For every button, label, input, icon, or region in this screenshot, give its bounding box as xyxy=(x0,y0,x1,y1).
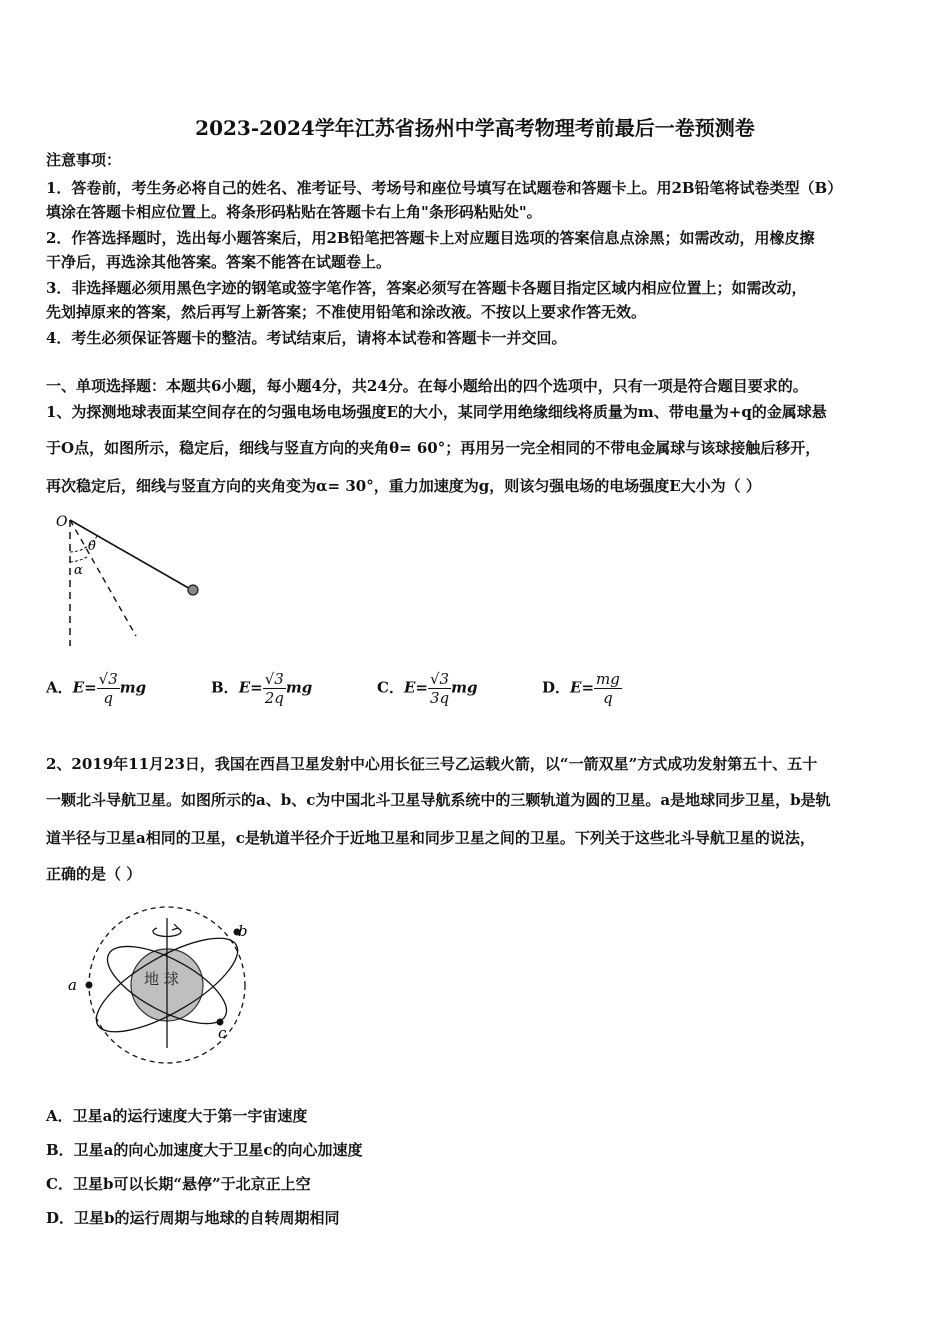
pendulum-figure xyxy=(50,512,220,648)
satellite-a-label: a xyxy=(68,976,77,994)
q1-stem-line: 1、为探测地球表面某空间存在的匀强电场电场强度E的大小，某同学用绝缘细线将质量为m、带电量为+q的金属球悬 xyxy=(46,403,827,421)
notice-line: 2．作答选择题时，选出每小题答案后，用2B铅笔把答题卡上对应题目选项的答案信息点涂黑；如需改动，用橡皮擦 xyxy=(46,229,815,247)
notice-line: 干净后，再选涂其他答案。答案不能答在试题卷上。 xyxy=(46,253,392,271)
new-string-line xyxy=(70,520,136,636)
option-lhs: E= xyxy=(72,678,97,697)
option-numerator: √3 xyxy=(428,670,451,689)
q2-stem-line: 道半径与卫星a相同的卫星，c是轨道半径介于近地卫星和同步卫星之间的卫星。下列关于这些北斗导航卫星的说法， xyxy=(46,829,815,847)
option-tail: mg xyxy=(285,678,313,697)
option-denominator: q xyxy=(603,689,613,707)
q1-option-d[interactable] xyxy=(542,670,622,707)
q1-option-b[interactable] xyxy=(211,670,312,707)
notice-line: 填涂在答题卡相应位置上。将条形码粘贴在答题卡右上角"条形码粘贴处"。 xyxy=(46,203,542,221)
notice-line: 3．非选择题必须用黑色字迹的钢笔或签字笔作答，答案必须写在答题卡各题目指定区域内相应位置上；如需改动， xyxy=(46,279,807,297)
earth-label: 地 球 xyxy=(144,970,179,988)
option-label: B． xyxy=(211,678,239,697)
notice-line: 1．答卷前，考生务必将自己的姓名、准考证号、考场号和座位号填写在试题卷和答题卡上。用2B铅笔将试卷类型（B） xyxy=(46,179,843,197)
q2-stem-line: 2、2019年11月23日，我国在西昌卫星发射中心用长征三号乙运载火箭，以“一箭双星”方式成功发射第五十、五十 xyxy=(46,755,818,773)
q1-option-c[interactable] xyxy=(377,670,478,707)
q2-stem-line: 一颗北斗导航卫星。如图所示的a、b、c为中国北斗卫星导航系统中的三颗轨道为圆的卫星。a是地球同步卫星，b是轨 xyxy=(46,791,831,809)
option-lhs: E= xyxy=(403,678,428,697)
q1-option-a[interactable] xyxy=(46,670,146,707)
section-heading: 一、单项选择题：本题共6小题，每小题4分，共24分。在每小题给出的四个选项中，只有一项是符合题目要求的。 xyxy=(46,377,808,395)
notice-heading: 注意事项： xyxy=(46,151,122,169)
option-denominator: 2q xyxy=(264,689,284,707)
option-lhs: E= xyxy=(570,678,595,697)
option-label: C． xyxy=(377,678,404,697)
metal-ball xyxy=(188,585,198,595)
satellite-b-label: b xyxy=(238,922,248,940)
option-denominator: 3q xyxy=(429,689,450,707)
q2-option-c[interactable]: C．卫星b可以长期“悬停”于北京正上空 xyxy=(46,1175,311,1193)
q2-option-b[interactable]: B．卫星a的向心加速度大于卫星c的向心加速度 xyxy=(46,1141,363,1159)
q2-option-d[interactable]: D．卫星b的运行周期与地球的自转周期相同 xyxy=(46,1209,340,1227)
option-tail: mg xyxy=(119,678,147,697)
option-numerator: √3 xyxy=(263,670,286,689)
option-numerator: mg xyxy=(596,670,620,688)
q1-stem-line: 于O点，如图所示，稳定后，细线与竖直方向的夹角θ= 60°；再用另一完全相同的不带电金属球与该球接触后移开， xyxy=(46,439,821,457)
option-label: D． xyxy=(542,678,571,697)
rotation-arrowhead-icon xyxy=(172,924,178,930)
string-line xyxy=(70,520,192,590)
alpha-label: α xyxy=(74,563,83,578)
q1-stem-line: 再次稳定后，细线与竖直方向的夹角变为α= 30°，重力加速度为g，则该匀强电场的电场强度E大小为（ ） xyxy=(46,477,761,495)
option-tail: mg xyxy=(451,678,478,697)
option-lhs: E= xyxy=(238,678,263,697)
option-numerator: √3 xyxy=(98,670,118,688)
option-label: A． xyxy=(46,678,73,697)
notice-line: 先划掉原来的答案，然后再写上新答案；不准使用铅笔和涂改液。不按以上要求作答无效。 xyxy=(46,303,647,321)
page-title: 2023-2024学年江苏省扬州中学高考物理考前最后一卷预测卷 xyxy=(195,116,755,140)
point-o-label: O xyxy=(56,514,68,530)
q2-option-a[interactable]: A．卫星a的运行速度大于第一宇宙速度 xyxy=(46,1107,308,1125)
satellite-a-dot xyxy=(86,982,93,989)
q2-stem-line: 正确的是（ ） xyxy=(46,865,142,883)
option-denominator: q xyxy=(103,689,114,707)
satellite-orbit-figure xyxy=(64,898,264,1068)
theta-label: θ xyxy=(88,539,96,554)
notice-line: 4．考生必须保证答题卡的整洁。考试结束后，请将本试卷和答题卡一并交回。 xyxy=(46,329,567,347)
satellite-c-label: c xyxy=(218,1024,227,1042)
alpha-arc xyxy=(70,557,87,562)
